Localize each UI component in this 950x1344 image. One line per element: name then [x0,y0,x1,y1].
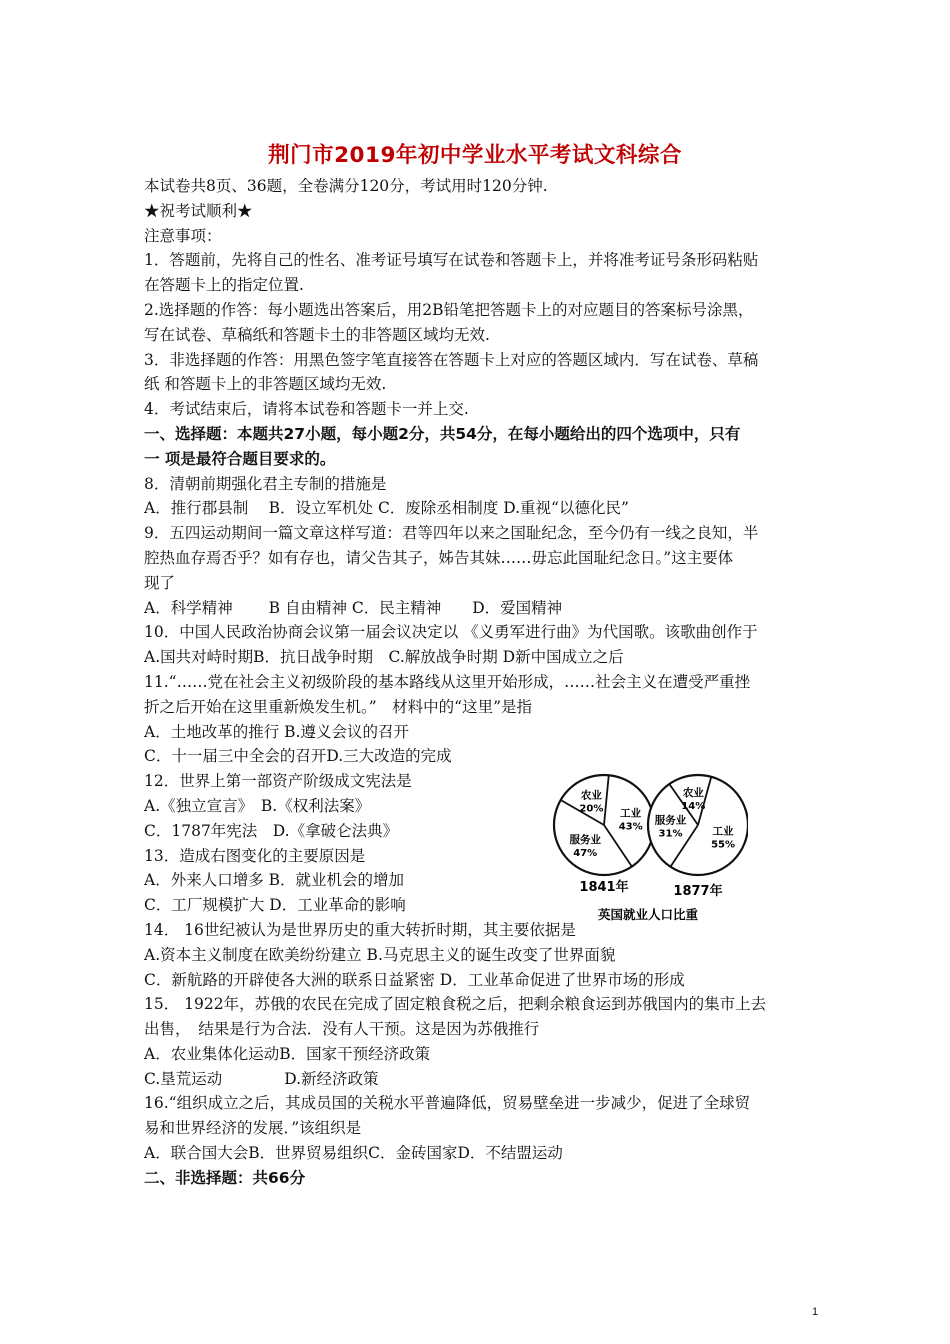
question-line: C．新航路的开辟使各大洲的联系日益紧密 D．工业革命促进了世界市场的形成 [144,970,685,989]
question-line: A．科学精神 B 自由精神 C．民主精神 D．爱国精神 [144,598,563,617]
notice-line: 在答题卡上的指定位置. [144,276,304,295]
question-line: C．1787年宪法 D.《拿破仑法典》 [144,821,399,840]
question-line: 13．造成右图变化的主要原因是 [144,846,366,865]
intro-text: 本试卷共8页、36题，全卷满分120分，考试用时120分钟. [144,177,548,195]
question-line: 易和世界经济的发展．”该组织是 [144,1119,362,1138]
page-title: 荆门市2019年初中学业水平考试文科综合 [268,143,682,168]
employment-pie-figure [548,768,748,928]
notice-heading: 注意事项： [144,226,222,245]
pie-slice-value-industry: 55% [711,839,736,851]
question-line: 11.“……党在社会主义初级阶段的基本路线从这里开始形成，……社会主义在遭受严重挫 [144,672,751,691]
question-line: 14． 16世纪被认为是世界历史的重大转折时期，其主要依据是 [144,920,576,939]
pie-slice-value-industry: 43% [618,821,643,833]
pie-chart-1877 [648,775,748,875]
pie-slice-value-agriculture: 20% [579,803,604,815]
blessing-text: ★祝考试顺利★ [144,201,253,220]
notice-line: 3．非选择题的作答：用黑色签字笔直接答在答题卡上对应的答题区域内．写在试卷、草稿 [144,350,759,369]
question-line: A．联合国大会B．世界贸易组织C．金砖国家D．不结盟运动 [144,1144,563,1163]
question-line: 8．清朝前期强化君主专制的措施是 [144,474,387,493]
pie-year-label-1877: 1877年 [673,884,723,899]
question-line: C.垦荒运动 D.新经济政策 [144,1069,379,1088]
question-line: A．农业集体化运动B．国家干预经济政策 [144,1044,431,1063]
pie-slice-value-agriculture: 14% [681,800,706,812]
notice-line: 纸 和答题卡上的非答题区域均无效. [144,375,387,394]
question-line: 9．五四运动期间一篇文章这样写道：君等四年以来之国耻纪念，至今仍有一线之良知，半 [144,524,759,543]
pie-slice-label-agriculture: 农业 [580,789,602,802]
notice-line: 2.选择题的作答：每小题选出答案后，用2B铅笔把答题卡上的对应题目的答案标号涂黑， [144,300,754,319]
question-line: 10．中国人民政治协商会议第一届会议决定以 《义勇军进行曲》为代国歌。该歌曲创作于 [144,623,758,642]
pie-slice-label-services: 服务业 [569,834,601,847]
notice-line: 写在试卷、草稿纸和答题卡土的非答题区域均无效. [144,325,490,344]
question-line: 腔热血存焉否乎？如有存也，请父告其子，姊告其妹……毋忘此国耻纪念日。”这主要体 [144,548,734,567]
pie-slice-label-services: 服务业 [654,814,687,827]
question-line: 12．世界上第一部资产阶级成文宪法是 [144,772,412,791]
pie-slice-label-industry: 工业 [620,807,642,820]
question-line: 16.“组织成立之后，其成员国的关税水平普遍降低，贸易壁垒进一步减少，促进了全球贸 [144,1094,751,1113]
question-line: 折之后开始在这里重新焕发生机。” 材料中的“这里”是指 [144,697,533,716]
pie-slice-label-agriculture: 农业 [682,786,704,799]
question-line: C．工厂规模扩大 D．工业革命的影响 [144,896,406,915]
pie-chart-1841 [554,775,654,875]
pie-slice-value-services: 31% [658,828,683,840]
question-line: C．十一届三中全会的召开D.三大改造的完成 [144,747,452,766]
question-line: 现了 [144,573,176,592]
question-line: A．推行郡县制 B．设立军机处 C．废除丞相制度 D.重视“以德化民” [144,499,629,518]
question-line: 出售， 结果是行为合法．没有人干预。这是因为苏俄推行 [144,1020,540,1039]
pie-slice-label-industry: 工业 [712,825,734,838]
section1-heading: 一、选择题：本题共27小题，每小题2分，共54分，在每小题给出的四个选项中，只有 [144,424,741,443]
document-body [144,174,809,1191]
question-line: 15． 1922年，苏俄的农民在完成了固定粮食税之后，把剩余粮食运到苏俄国内的集市上去 [144,995,767,1014]
notice-line: 1．答题前，先将自己的性名、准考证号填写在试卷和答题卡上，并将准考证号条形码粘贴 [144,251,759,270]
question-line: A．土地改革的推行 B.遵义会议的召开 [144,722,409,741]
question-line: A.《独立宣言》 B.《权利法案》 [144,796,371,815]
question-line: A．外来人口增多 B．就业机会的增加 [144,871,405,890]
page-number: 1 [812,1306,819,1318]
question-line: A.国共对峙时期B．抗日战争时期 C.解放战争时期 D新中国成立之后 [144,648,624,667]
question-line: A.资本主义制度在欧美纷纷建立 B.马克思主义的诞生改变了世界面貌 [144,945,616,964]
section1-heading-cont: 一 项是最符合题目要求的。 [144,449,336,468]
notice-line: 4．考试结束后，请将本试卷和答题卡一并上交. [144,400,469,419]
section2-heading: 二、非选择题：共66分 [144,1168,306,1187]
pie-slice-value-services: 47% [573,848,598,860]
pie-year-label-1841: 1841年 [579,880,629,895]
chart-title: 英国就业人口比重 [597,907,699,922]
